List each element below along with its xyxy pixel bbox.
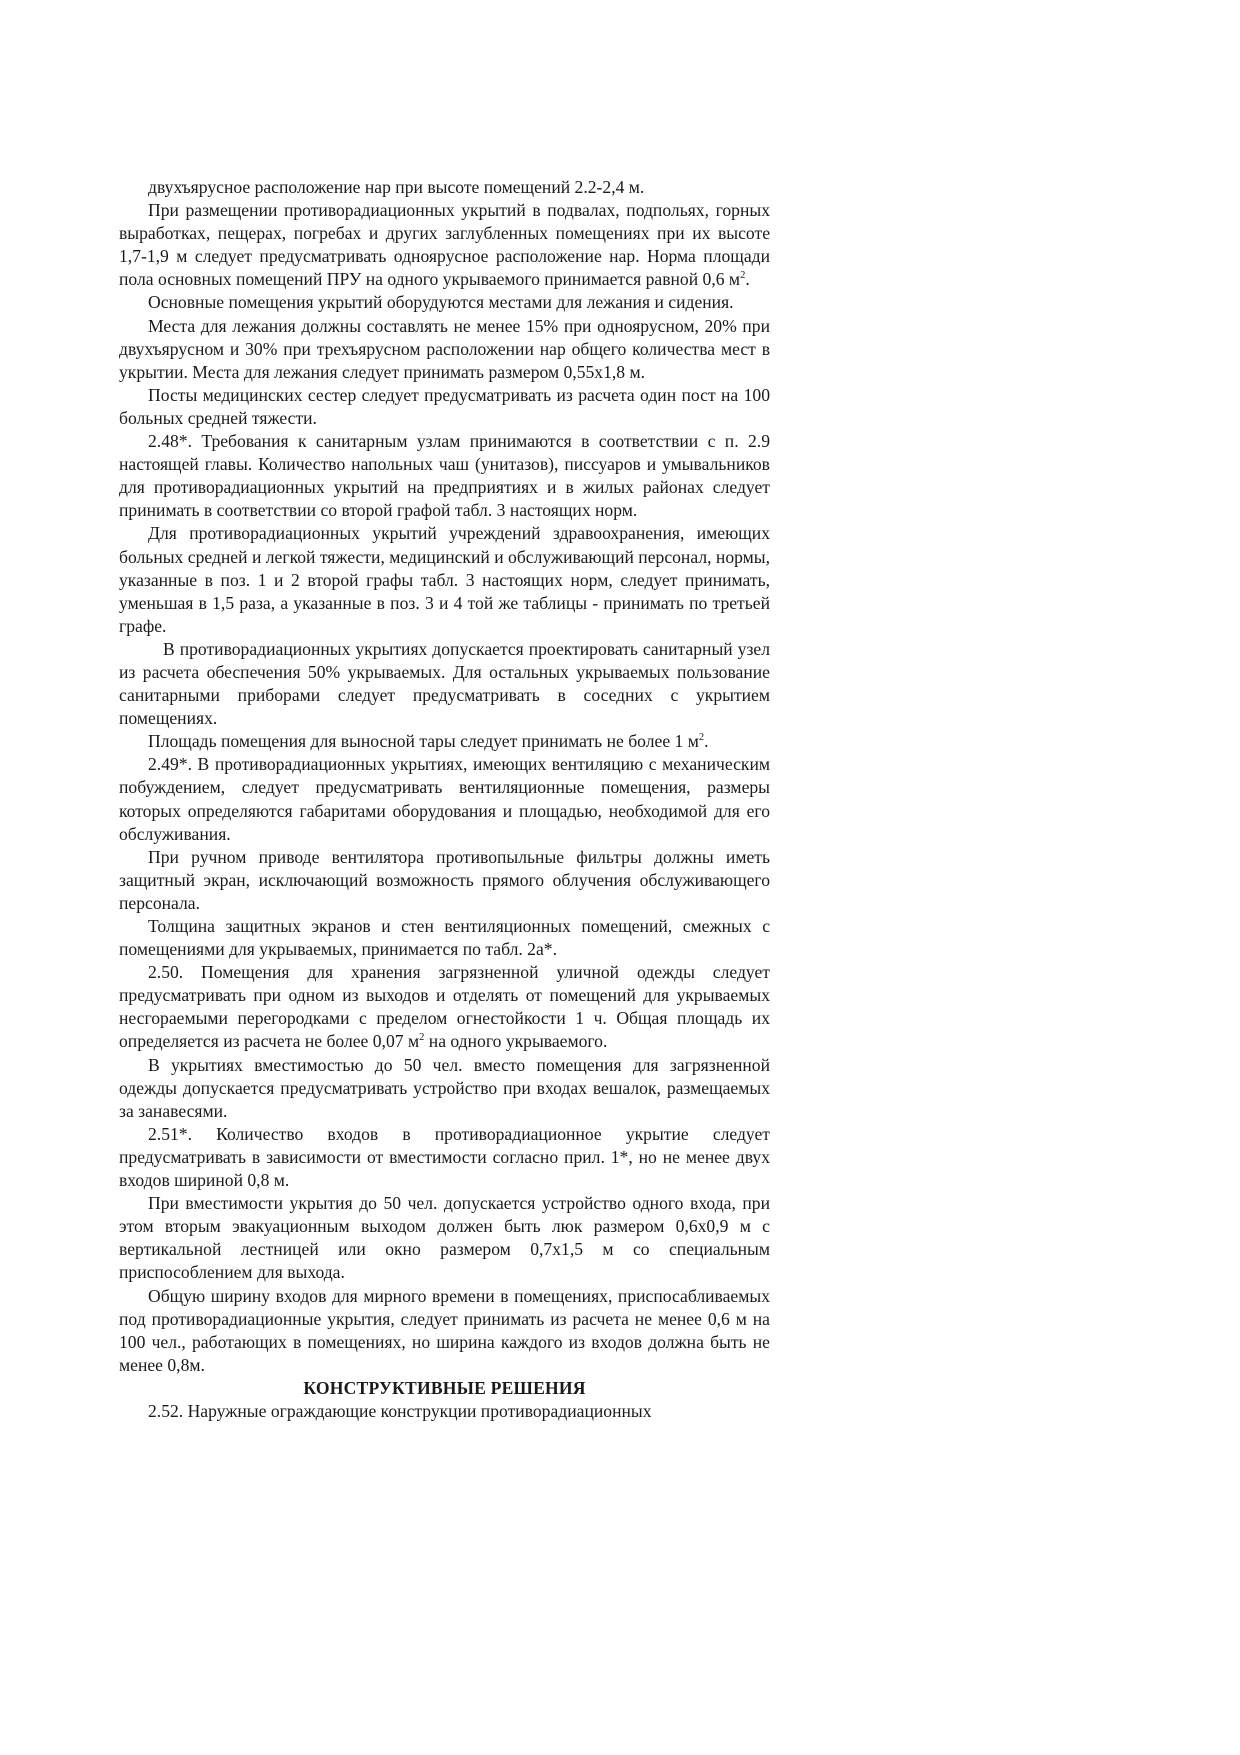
paragraph — [119, 961, 770, 1053]
superscript: 2 — [419, 1032, 425, 1044]
paragraph: 2.51*. Количество входов в противорадиационное укрытие следует предусматривать в зависимости от вместимости согласно прил. 1*, но не менее двух входов шириной 0,8 м. — [119, 1123, 770, 1191]
paragraph: Для противорадиационных укрытий учреждений здравоохранения, имеющих больных средней и легкой тяжести, медицинский и обслуживающий персонал, нормы, указанные в поз. 1 и 2 второй графы табл. 3 настоящих норм, следует принимать, уменьшая в 1,5 раза, а указанные в поз. 3 и 4 той же таблицы - принимать по третьей графе. — [119, 523, 770, 636]
paragraph — [119, 730, 770, 753]
paragraph: Общую ширину входов для мирного времени в помещениях, приспосабливаемых под противорадиационные укрытия, следует принимать из расчета не менее 0,6 м на 100 чел., работающих в помещениях, но ширина каждого из входов должна быть не менее 0,8м. — [119, 1285, 770, 1375]
section-heading: КОНСТРУКТИВНЫЕ РЕШЕНИЯ — [303, 1377, 586, 1398]
paragraph-text-end: . — [704, 731, 709, 752]
paragraph-text: 2.50. Помещения для хранения загрязненной уличной одежды следует предусматривать при одном из выходов и отделять от помещений для укрываемых несгораемыми перегородками с пределом огнестойкости 1 ч. Общая площадь их определяется из расчета не более 0,07 м — [119, 962, 770, 1052]
paragraph-text: При размещении противорадиационных укрытий в подвалах, подпольях, горных выработках, пещерах, погребах и других заглубленных помещениях при их высоте 1,7-1,9 м следует предусматривать одноярусное расположение нар. Норма площади пола основных помещений ПРУ на одного укрываемого принимается равной 0,6 м — [119, 200, 770, 290]
paragraph: Толщина защитных экранов и стен вентиляционных помещений, смежных с помещениями для укрываемых, принимается по табл. 2а*. — [119, 916, 770, 960]
superscript: 2 — [740, 270, 746, 282]
paragraph-text-end: на одного укрываемого. — [424, 1031, 608, 1052]
paragraph-text: Площадь помещения для выносной тары следует принимать не более 1 м — [148, 731, 699, 752]
paragraph: При вместимости укрытия до 50 чел. допускается устройство одного входа, при этом вторым эвакуационным выходом должен быть люк размером 0,6х0,9 м с вертикальной лестницей или окно размером 0,7х1,5 м со специальным приспособлением для выхода. — [119, 1193, 770, 1283]
paragraph: Посты медицинских сестер следует предусматривать из расчета один пост на 100 больных средней тяжести. — [119, 384, 770, 428]
paragraph: Основные помещения укрытий оборудуются местами для лежания и сидения. — [148, 292, 734, 313]
paragraph: При ручном приводе вентилятора противопыльные фильтры должны иметь защитный экран, исключающий возможность прямого облучения обслуживающего персонала. — [119, 846, 770, 913]
paragraph: 2.49*. В противорадиационных укрытиях, имеющих вентиляцию с механическим побуждением, следует предусматривать вентиляционные помещения, размеры которых определяются габаритами оборудования и площадью, необходимой для его обслуживания. — [119, 754, 770, 844]
paragraph: В противорадиационных укрытиях допускается проектировать санитарный узел из расчета обеспечения 50% укрываемых. Для остальных укрываемых пользование санитарными приборами следует предусматривать в соседних с укрытием помещениях. — [119, 638, 770, 729]
document-page — [119, 176, 770, 1423]
paragraph: В укрытиях вместимостью до 50 чел. вместо помещения для загрязненной одежды допускается предусматривать устройство при входах вешалок, размещаемых за занавесями. — [119, 1054, 770, 1121]
paragraph-text-end: . — [745, 269, 750, 290]
paragraph: 2.52. Наружные ограждающие конструкции противорадиационных — [148, 1400, 652, 1421]
superscript: 2 — [698, 732, 705, 744]
paragraph: двухъярусное расположение нар при высоте помещений 2.2-2,4 м. — [148, 177, 645, 197]
paragraph: 2.48*. Требования к санитарным узлам принимаются в соответствии с п. 2.9 настоящей главы. Количество напольных чаш (унитазов), писсуаров и умывальников для противорадиационных укрытий на предприятиях и в жилых районах следует принимать в соответствии со второй графой табл. 3 настоящих норм. — [119, 431, 770, 521]
paragraph: Места для лежания должны составлять не менее 15% при одноярусном, 20% при двухъярусном и 30% при трехъярусном расположении нар общего количества мест в укрытии. Места для лежания следует принимать размером 0,55х1,8 м. — [119, 315, 770, 382]
paragraph — [119, 199, 770, 291]
